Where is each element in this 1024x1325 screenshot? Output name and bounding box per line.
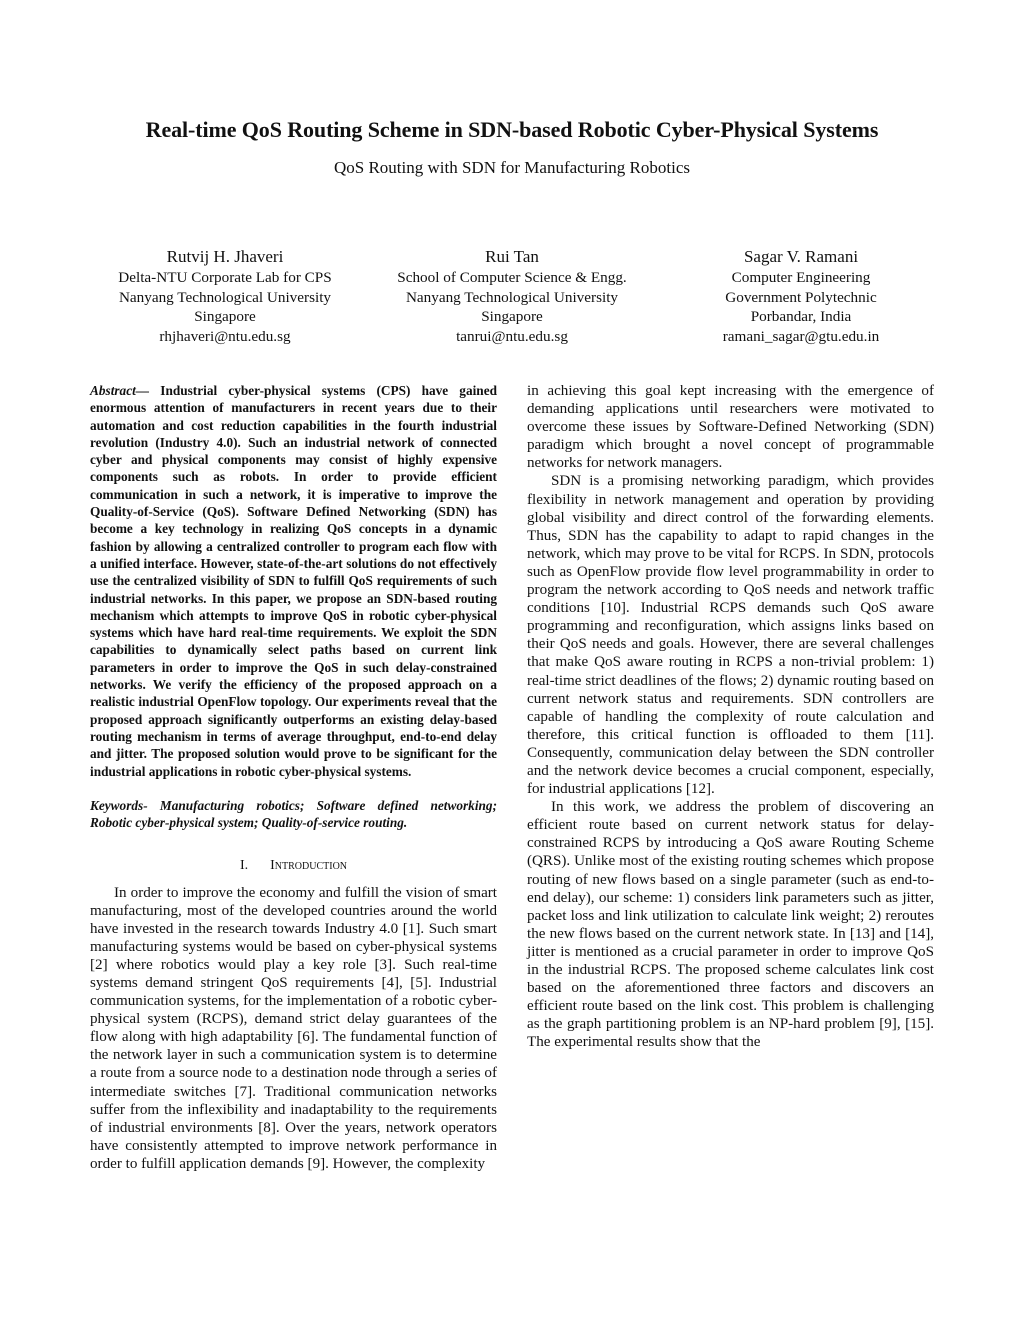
intro-paragraph-1: In order to improve the economy and fulfill the vision of smart manufacturing, most of the developed countries around the world have invested in the research towards Industry 4.0 [1]. Such smart manufacturing systems would be based on cyber-physical systems [2] where robotics would play a key role [3]. Such real-time systems demand stringent QoS requirements [4], [5]. Industrial communication systems, for the implementation of a robotic cyber-physical system (RCPS), demand strict delay guarantees of the flow along with high adaptability [6]. The fundamental function of the network layer in such a communication system is to determine a route from a source node to a destination node through a series of intermediate switches [7]. Traditional communication networks suffer from the inflexibility and inadaptability to the requirements of industrial environments [8]. Over the years, network operators have consistently attempted to improve network performance in order to fulfill application demands [9]. However, the complexity bbox=[90, 884, 497, 1172]
keywords: Keywords- Manufacturing robotics; Software defined networking; Robotic cyber-physical system; Quality-of-service routing. bbox=[90, 797, 497, 831]
author-name: Rui Tan bbox=[485, 247, 539, 266]
author-affiliation: Delta-NTU Corporate Lab for CPS bbox=[118, 269, 332, 286]
author-institution: Nanyang Technological University bbox=[405, 288, 619, 306]
author-3 bbox=[641, 246, 961, 346]
author-institution: Government Polytechnic bbox=[725, 288, 877, 306]
author-1 bbox=[65, 246, 385, 346]
abstract bbox=[90, 382, 497, 780]
author-name: Sagar V. Ramani bbox=[743, 247, 859, 266]
author-institution: Nanyang Technological University bbox=[118, 288, 332, 306]
paper-subtitle: QoS Routing with SDN for Manufacturing Robotics bbox=[333, 158, 691, 177]
author-affiliation: Computer Engineering bbox=[731, 269, 871, 286]
intro-paragraph-1-continued: in achieving this goal kept increasing with the emergence of demanding applications until researchers were motivated to overcome these issues by Software-Defined Networking (SDN) paradigm which brought a novel concept of programmable networks for network managers. bbox=[527, 383, 934, 472]
author-email: rhjhaveri@ntu.edu.sg bbox=[159, 327, 291, 345]
author-name: Rutvij H. Jhaveri bbox=[166, 247, 284, 266]
right-column bbox=[527, 382, 934, 1051]
author-email: tanrui@ntu.edu.sg bbox=[456, 327, 568, 345]
paper-title: Real-time QoS Routing Scheme in SDN-based Robotic Cyber-Physical Systems bbox=[145, 117, 879, 142]
section-heading bbox=[90, 857, 497, 875]
author-location: Singapore bbox=[481, 308, 543, 326]
abstract-label: Abstract— bbox=[90, 383, 150, 398]
left-column bbox=[90, 382, 497, 1173]
abstract-text: Industrial cyber-physical systems (CPS) have gained enormous attention of manufacturers in recent years due to their automation and cost reduction capabilities in the fourth industrial revolution (Industry 4.0). Such an industrial network of connected cyber and physical components may consist of highly expensive components such as robots. In order to provide efficient communication in such a network, it is imperative to improve the Quality-of-Service (QoS). Software Defined Networking (SDN) has become a key technology in realizing QoS concepts in a dynamic fashion by allowing a centralized controller to program each flow with a unified interface. However, state-of-the-art solutions do not effectively use the centralized visibility of SDN to fulfill QoS requirements of such industrial networks. In this paper, we propose an SDN-based routing mechanism which attempts to improve QoS in robotic cyber-physical systems which have hard real-time requirements. We exploit the SDN capabilities to dynamically select paths based on current link parameters in order to improve the QoS in such delay-constrained networks. We verify the efficiency of the proposed approach on a realistic industrial OpenFlow topology. Our experiments reveal that the proposed approach significantly outperforms an existing delay-based routing mechanism in terms of average throughput, end-to-end delay and jitter. The proposed solution would prove to be significant for the industrial applications in robotic cyber-physical systems. bbox=[90, 383, 497, 779]
intro-paragraph-2: SDN is a promising networking paradigm, which provides flexibility in network management and operation by providing global visibility and direct control of the forwarding elements. Thus, SDN has the capability to adapt to rapid changes in the network, which may prove to be vital for RCPS. In SDN, protocols such as OpenFlow provide flow level programmability in order to program the network according to QoS needs and network traffic conditions [10]. Industrial RCPS demands such QoS aware programming and reconfiguration, which assigns links based on their QoS needs and goals. However, there are several challenges that make QoS aware routing in RCPS a non-trivial problem: 1) real-time strict deadlines of the flows; 2) dynamic routing based on current network status and requirements. SDN controllers are capable of handling the complexity of route calculation and therefore, this critical function is offloaded to them [11]. Consequently, communication delay between the SDN controller and the network device becomes a crucial component, especially, for industrial applications [12]. bbox=[527, 473, 934, 798]
author-affiliation: School of Computer Science & Engg. bbox=[397, 269, 627, 286]
author-email: ramani_sagar@gtu.edu.in bbox=[722, 327, 880, 345]
section-title: Introduction bbox=[270, 858, 348, 874]
section-number: I. bbox=[239, 858, 249, 874]
author-location: Singapore bbox=[194, 308, 256, 326]
author-2 bbox=[352, 246, 672, 346]
intro-paragraph-3: In this work, we address the problem of discovering an efficient route based on current network status for delay-constrained RCPS by introducing a QoS aware Routing Scheme (QRS). Unlike most of the existing routing schemes which propose routing of new flows based on a single parameter (such as end-to-end delay), our scheme: 1) considers link parameters such as jitter, packet loss and link utilization to calculate link weight; 2) reroutes the new flows based on the current network state. In [13] and [14], jitter is mentioned as a crucial parameter in order to improve QoS in the industrial RCPS. The proposed scheme calculates link cost based on the aforementioned three factors and discovers an efficient route based on the link cost. This problem is challenging as the graph partitioning problem is an NP-hard problem [9], [15]. The experimental results show that the bbox=[527, 799, 934, 1051]
author-location: Porbandar, India bbox=[750, 308, 852, 326]
